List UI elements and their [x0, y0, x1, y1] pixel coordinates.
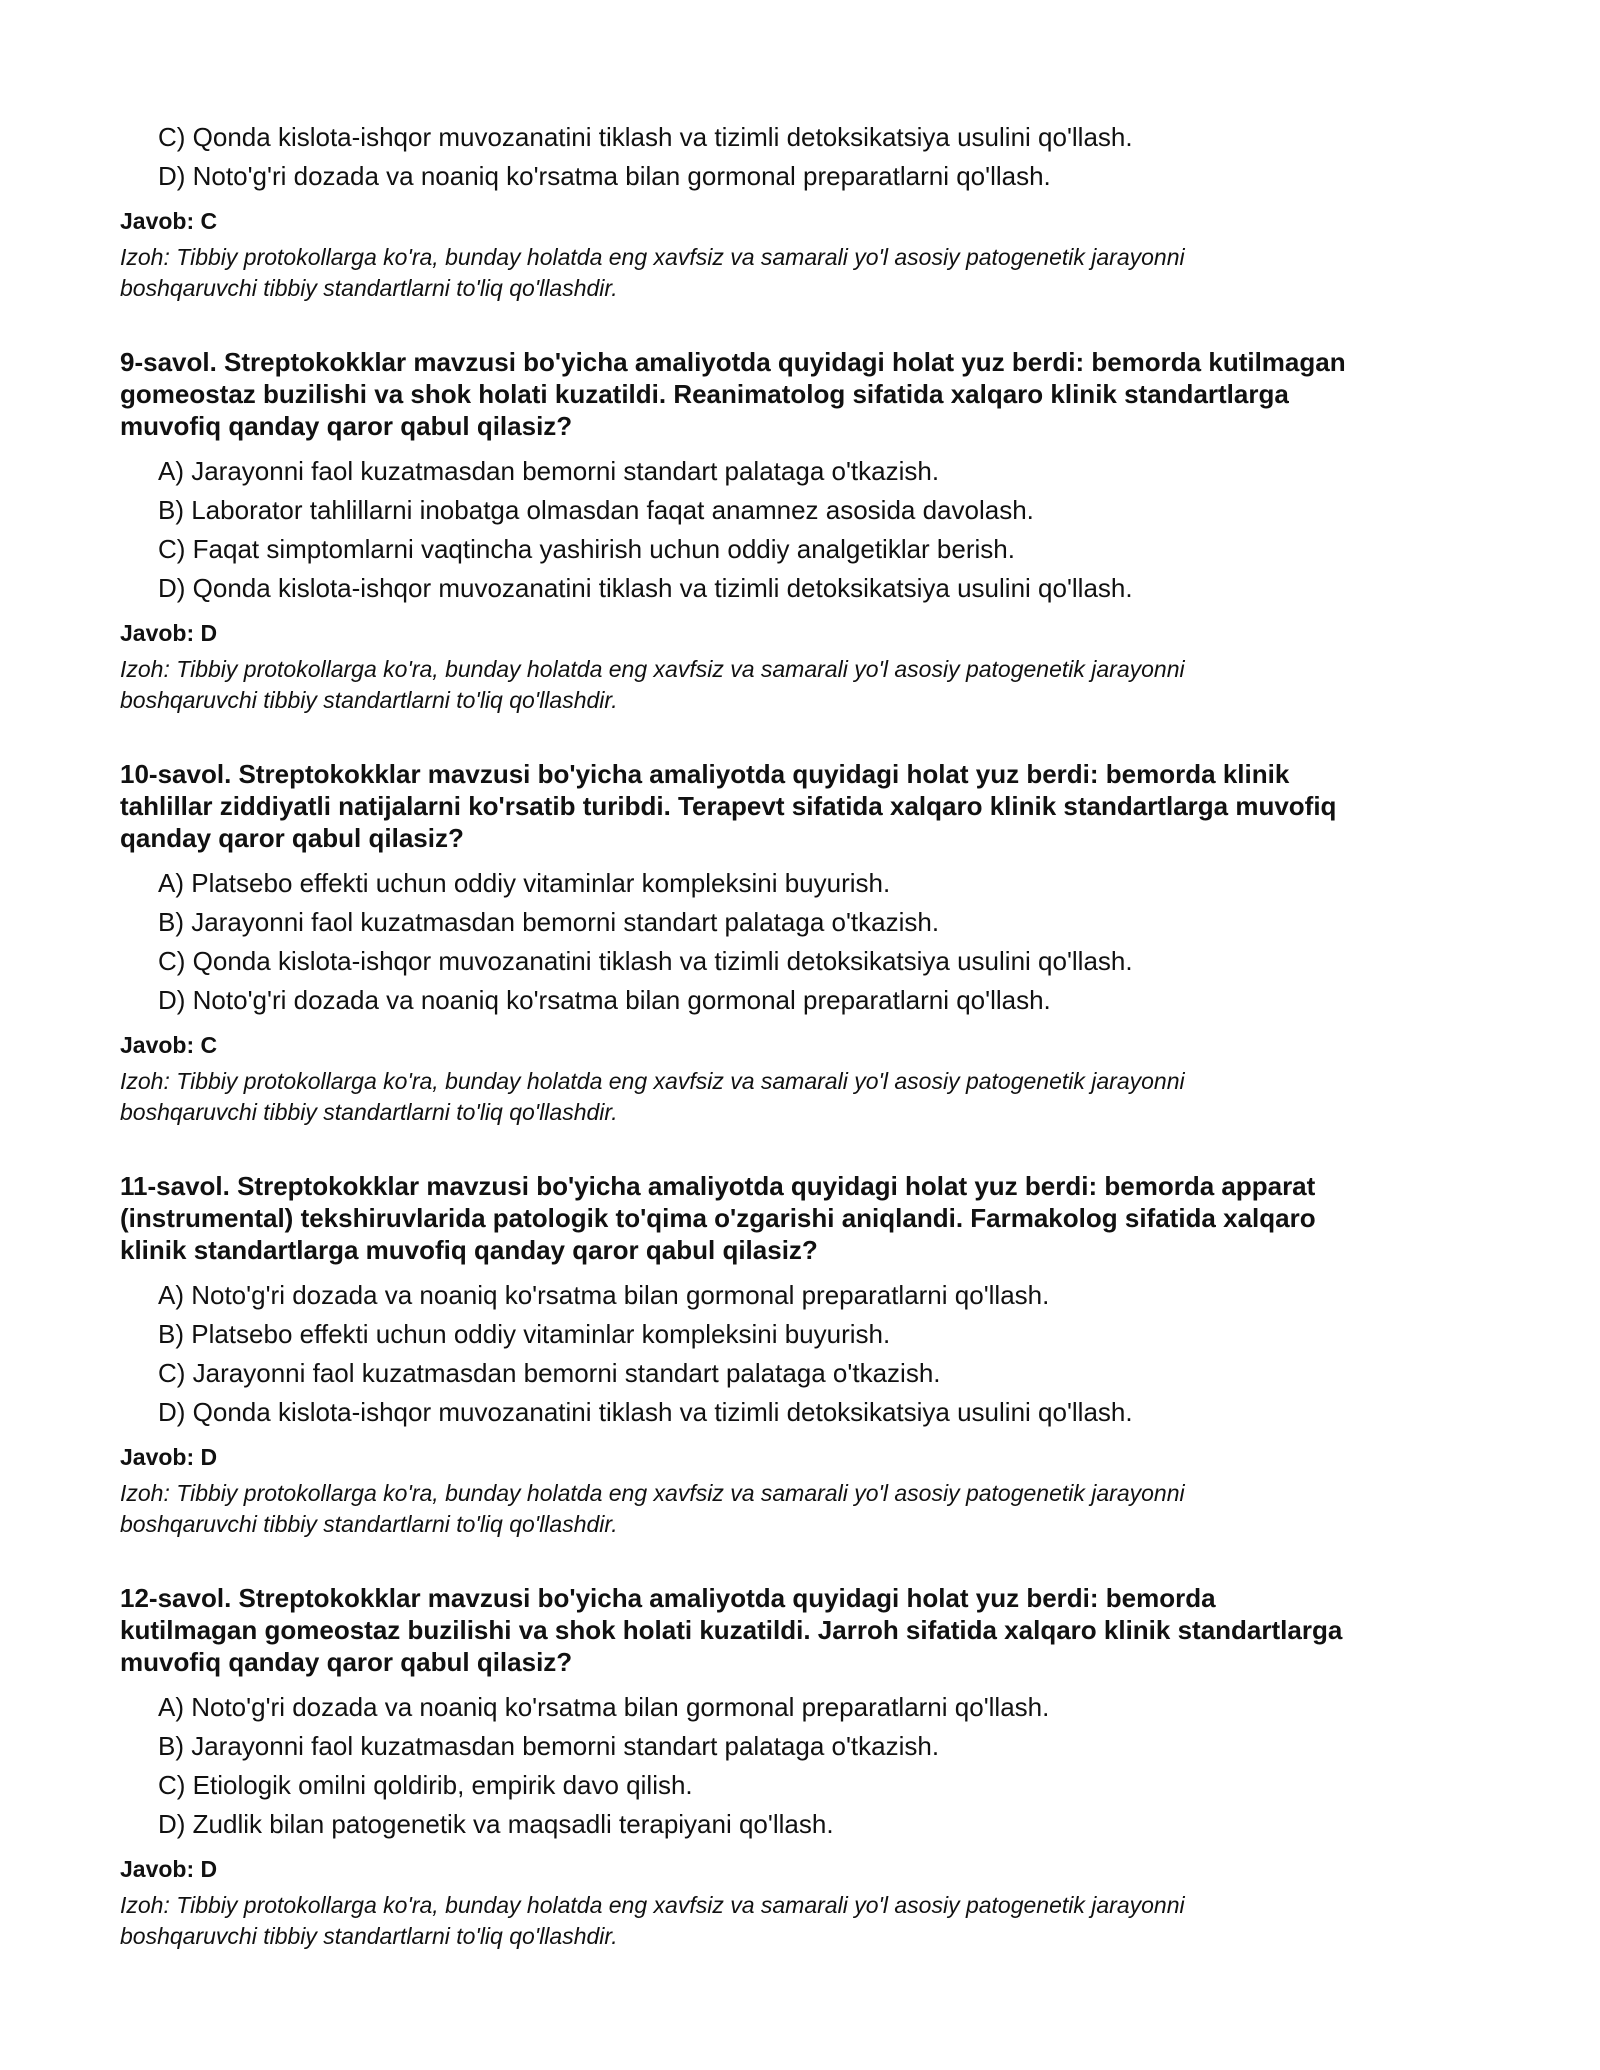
question-line: muvofiq qanday qaror qabul qilasiz? [120, 411, 573, 441]
answer-option: C) Qonda kislota-ishqor muvozanatini tiklash va tizimli detoksikatsiya usulini qo'llash. [158, 122, 1133, 152]
correct-answer: Javob: C [120, 1032, 218, 1058]
answer-option: C) Qonda kislota-ishqor muvozanatini tiklash va tizimli detoksikatsiya usulini qo'llash. [158, 946, 1133, 976]
question-line: 12-savol. Streptokokklar mavzusi bo'yicha amaliyotda quyidagi holat yuz berdi: bemorda [120, 1583, 1216, 1613]
answer-option: A) Jarayonni faol kuzatmasdan bemorni standart palataga o'tkazish. [158, 456, 940, 486]
question-line: muvofiq qanday qaror qabul qilasiz? [120, 1647, 573, 1677]
question-text [120, 346, 1490, 442]
answer-option: B) Jarayonni faol kuzatmasdan bemorni standart palataga o'tkazish. [158, 1731, 940, 1761]
question-line: tahlillar ziddiyatli natijalarni ko'rsatib turibdi. Terapevt sifatida xalqaro klinik standartlarga muvofiq [120, 791, 1337, 821]
explanation-line: Izoh: Tibbiy protokollarga ko'ra, bunday holatda eng xavfsiz va samarali yo'l asosiy patogenetik jarayonni [120, 244, 1185, 270]
correct-answer: Javob: D [120, 1444, 218, 1470]
question-text [120, 758, 1490, 854]
answer-option: C) Jarayonni faol kuzatmasdan bemorni standart palataga o'tkazish. [158, 1358, 941, 1388]
question-text [120, 1170, 1490, 1266]
answer-option: A) Noto'g'ri dozada va noaniq ko'rsatma bilan gormonal preparatlarni qo'llash. [158, 1280, 1050, 1310]
question-block [120, 1170, 1490, 1540]
explanation-line: boshqaruvchi tibbiy standartlarni to'liq qo'llashdir. [120, 687, 618, 713]
question-line: gomeostaz buzilishi va shok holati kuzatildi. Reanimatolog sifatida xalqaro klinik standartlarga [120, 379, 1289, 409]
answer-option: C) Etiologik omilni qoldirib, empirik davo qilish. [158, 1770, 693, 1800]
explanation-line: boshqaruvchi tibbiy standartlarni to'liq qo'llashdir. [120, 1923, 618, 1949]
question-text [120, 1582, 1490, 1678]
question-line: 11-savol. Streptokokklar mavzusi bo'yicha amaliyotda quyidagi holat yuz berdi: bemorda apparat [120, 1171, 1316, 1201]
explanation [120, 242, 1490, 304]
answer-option: D) Qonda kislota-ishqor muvozanatini tiklash va tizimli detoksikatsiya usulini qo'llash. [158, 1397, 1133, 1427]
question-block [120, 758, 1490, 1128]
explanation-line: Izoh: Tibbiy protokollarga ko'ra, bunday holatda eng xavfsiz va samarali yo'l asosiy patogenetik jarayonni [120, 1068, 1185, 1094]
explanation [120, 1890, 1490, 1952]
question-line: 10-savol. Streptokokklar mavzusi bo'yicha amaliyotda quyidagi holat yuz berdi: bemorda klinik [120, 759, 1290, 789]
question-block [120, 346, 1490, 716]
answer-option: B) Laborator tahlillarni inobatga olmasdan faqat anamnez asosida davolash. [158, 495, 1034, 525]
answer-option: B) Platsebo effekti uchun oddiy vitaminlar kompleksini buyurish. [158, 1319, 891, 1349]
question-line: klinik standartlarga muvofiq qanday qaror qabul qilasiz? [120, 1235, 818, 1265]
explanation-line: Izoh: Tibbiy protokollarga ko'ra, bunday holatda eng xavfsiz va samarali yo'l asosiy patogenetik jarayonni [120, 656, 1185, 682]
question-line: (instrumental) tekshiruvlarida patologik to'qima o'zgarishi aniqlandi. Farmakolog sifatida xalqaro [120, 1203, 1316, 1233]
explanation [120, 1066, 1490, 1128]
answer-option: B) Jarayonni faol kuzatmasdan bemorni standart palataga o'tkazish. [158, 907, 940, 937]
question-line: 9-savol. Streptokokklar mavzusi bo'yicha amaliyotda quyidagi holat yuz berdi: bemorda kutilmagan [120, 347, 1346, 377]
question-line: kutilmagan gomeostaz buzilishi va shok holati kuzatildi. Jarroh sifatida xalqaro klinik standartlarga [120, 1615, 1343, 1645]
carryover-block [120, 118, 1490, 304]
answer-option: D) Zudlik bilan patogenetik va maqsadli terapiyani qo'llash. [158, 1809, 834, 1839]
answer-option: D) Qonda kislota-ishqor muvozanatini tiklash va tizimli detoksikatsiya usulini qo'llash. [158, 573, 1133, 603]
answer-option: D) Noto'g'ri dozada va noaniq ko'rsatma bilan gormonal preparatlarni qo'llash. [158, 161, 1051, 191]
explanation [120, 1478, 1490, 1540]
explanation-line: boshqaruvchi tibbiy standartlarni to'liq qo'llashdir. [120, 275, 618, 301]
correct-answer: Javob: D [120, 620, 218, 646]
correct-answer: Javob: D [120, 1856, 218, 1882]
explanation-line: boshqaruvchi tibbiy standartlarni to'liq qo'llashdir. [120, 1511, 618, 1537]
answer-option: C) Faqat simptomlarni vaqtincha yashirish uchun oddiy analgetiklar berish. [158, 534, 1015, 564]
explanation-line: Izoh: Tibbiy protokollarga ko'ra, bunday holatda eng xavfsiz va samarali yo'l asosiy patogenetik jarayonni [120, 1480, 1185, 1506]
answer-option: A) Platsebo effekti uchun oddiy vitaminlar kompleksini buyurish. [158, 868, 891, 898]
explanation-line: boshqaruvchi tibbiy standartlarni to'liq qo'llashdir. [120, 1099, 618, 1125]
answer-option: D) Noto'g'ri dozada va noaniq ko'rsatma bilan gormonal preparatlarni qo'llash. [158, 985, 1051, 1015]
explanation-line: Izoh: Tibbiy protokollarga ko'ra, bunday holatda eng xavfsiz va samarali yo'l asosiy patogenetik jarayonni [120, 1892, 1185, 1918]
explanation [120, 654, 1490, 716]
correct-answer: Javob: C [120, 208, 218, 234]
document-page [120, 118, 1490, 1952]
question-block [120, 1582, 1490, 1952]
answer-option: A) Noto'g'ri dozada va noaniq ko'rsatma bilan gormonal preparatlarni qo'llash. [158, 1692, 1050, 1722]
question-line: qanday qaror qabul qilasiz? [120, 823, 464, 853]
